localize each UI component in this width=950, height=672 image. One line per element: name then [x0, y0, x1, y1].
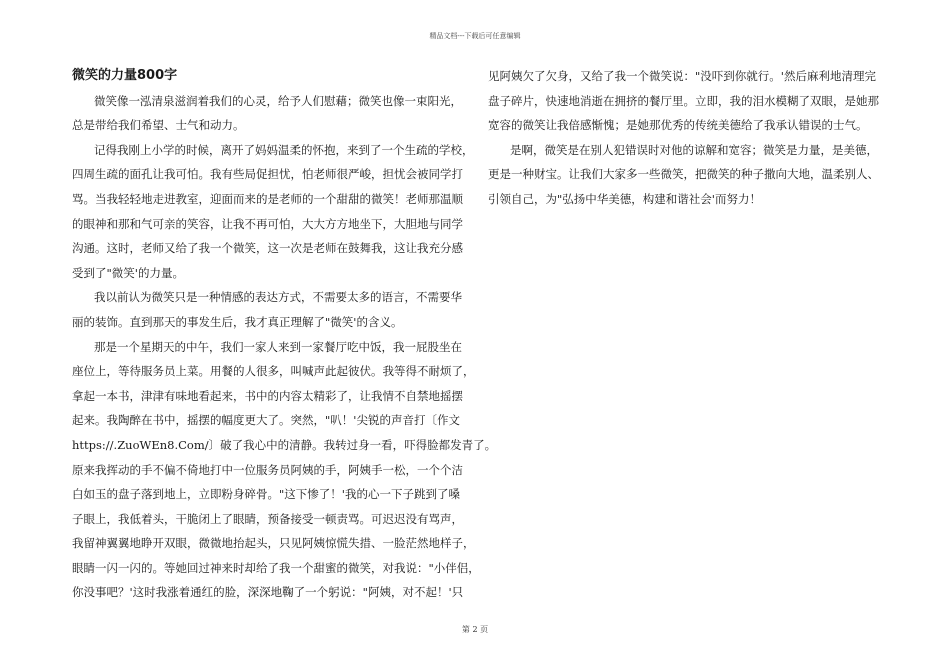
text-line: 更是一种财宝。让我们大家多一些微笑，把微笑的种子撒向大地，温柔别人、 [488, 167, 879, 182]
text-line: 起来。我陶醉在书中，摇摆的幅度更大了。突然，"叭！'尖锐的声音打〔作文 [72, 413, 460, 428]
text-line: 受到了"微笑'的力量。 [72, 265, 184, 280]
left-column [72, 64, 497, 605]
text-line: 白如玉的盘子落到地上，立即粉身碎骨。"这下惨了！'我的心一下子跳到了嗓 [72, 487, 460, 502]
text-line: 记得我刚上小学的时候，离开了妈妈温柔的怀抱，来到了一个生疏的学校， [94, 142, 474, 157]
text-line: 我以前认为微笑只是一种情感的表达方式，不需要太多的语言，不需要华 [94, 290, 462, 305]
text-line: 微笑像一泓清泉滋润着我们的心灵，给予人们慰藉；微笑也像一束阳光， [94, 93, 462, 108]
left-column-body [72, 89, 497, 605]
text-line: https://.ZuoWEn8.Com/〕破了我心中的清静。我转过身一看，吓得脸都发青了。 [72, 437, 497, 452]
text-line: 子眼上，我低着头，干脆闭上了眼睛，预备接受一顿责骂。可迟迟没有骂声， [72, 511, 463, 526]
right-column-body [488, 64, 882, 212]
text-line: 眼睛一闪一闪的。等她回过神来时却给了我一个甜蜜的微笑，对我说："小伴侣， [72, 560, 480, 575]
article-title: 微笑的力量800字 [72, 68, 178, 83]
text-line: 原来我挥动的手不偏不倚地打中一位服务员阿姨的手，阿姨手一松，一个个洁 [72, 462, 463, 477]
text-line: 的眼神和那和气可亲的笑容，让我不再可怕，大大方方地坐下，大胆地与同学 [72, 216, 463, 231]
text-line: 你没事吧？'这时我涨着通红的脸，深深地鞠了一个躬说："阿姨，对不起！'只 [72, 585, 464, 600]
text-line: 丽的装饰。直到那天的事发生后，我才真正理解了"微笑'的含义。 [72, 314, 403, 329]
page-header: 精品文档---下载后可任意编辑 [429, 32, 521, 40]
text-line: 宽容的微笑让我倍感惭愧；是她那优秀的传统美德给了我承认错误的士气。 [488, 118, 868, 133]
text-line: 引领自己，为"弘扬中华美德，构建和谐社会'而努力！ [488, 191, 761, 206]
text-line: 总是带给我们希望、士气和动力。 [72, 118, 245, 133]
text-line: 骂。当我轻轻地走进教室，迎面而来的是老师的一个甜甜的微笑！老师那温顺 [72, 191, 463, 206]
text-line: 沟通。这时，老师又给了我一个微笑，这一次是老师在鼓舞我，这让我充分感 [72, 241, 463, 256]
text-line: 那是一个星期天的中午，我们一家人来到一家餐厅吃中饭，我一屁股坐在 [94, 339, 462, 354]
text-line: 是啊，微笑是在别人犯错误时对他的谅解和宽容；微笑是力量，是美德， [510, 142, 878, 157]
page-number: 第 2 页 [461, 625, 489, 634]
right-column [488, 64, 882, 212]
text-line: 座位上，等待服务员上菜。用餐的人很多，叫喊声此起彼伏。我等得不耐烦了， [72, 364, 475, 379]
text-line: 我留神翼翼地睁开双眼，微微地抬起头，只见阿姨惊慌失措、一脸茫然地样子， [72, 536, 475, 551]
text-line: 见阿姨欠了欠身，又给了我一个微笑说："没吓到你就行。'然后麻利地清理完 [488, 69, 876, 83]
text-line: 拿起一本书，津津有味地看起来，书中的内容太精彩了，让我情不自禁地摇摆 [72, 388, 463, 403]
text-line: 盘子碎片，快速地消逝在拥挤的餐厅里。立即，我的泪水模糊了双眼，是她那 [488, 93, 879, 108]
text-line: 四周生疏的面孔让我可怕。我有些局促担忧，怕老师很严峻，担忧会被同学打 [72, 167, 463, 182]
